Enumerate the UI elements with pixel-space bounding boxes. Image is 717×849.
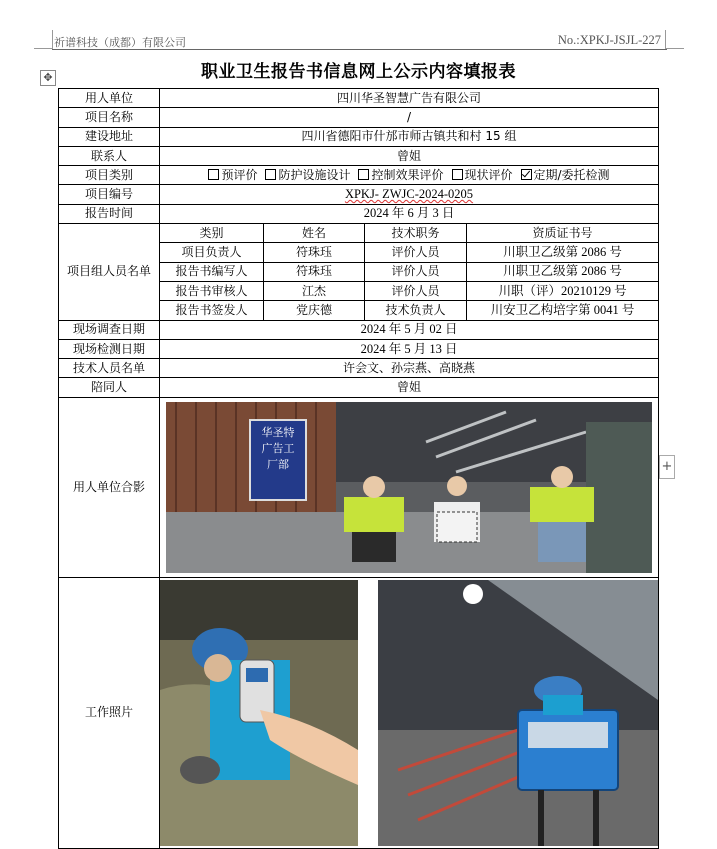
team-role: 报告书签发人 — [160, 301, 264, 320]
project-name-value: / — [160, 108, 659, 127]
contact-value: 曾姐 — [160, 146, 659, 165]
category-option[interactable]: 防护设施设计 — [265, 167, 350, 184]
team-title: 评价人员 — [365, 243, 467, 262]
checkbox-icon[interactable] — [208, 169, 219, 180]
project-no-label: 项目编号 — [59, 185, 160, 204]
tech-staff-value: 许会文、孙宗燕、高晓燕 — [160, 359, 659, 378]
work-photo-2 — [378, 580, 658, 846]
table-row — [59, 127, 659, 146]
group-photo-label: 用人单位合影 — [59, 397, 160, 577]
work-photo-cell — [160, 577, 659, 848]
report-time-value: 2024 年 6 月 3 日 — [160, 204, 659, 223]
team-name: 符珠珏 — [264, 243, 365, 262]
report-table — [58, 88, 659, 849]
team-title: 技术负责人 — [365, 301, 467, 320]
work-photo-label: 工作照片 — [59, 577, 160, 848]
table-row — [59, 166, 659, 185]
team-role: 报告书审核人 — [160, 281, 264, 300]
add-column-handle-icon[interactable]: + — [659, 455, 675, 479]
tech-staff-label: 技术人员名单 — [59, 359, 160, 378]
table-row — [59, 339, 659, 358]
survey-date-label: 现场调查日期 — [59, 320, 160, 339]
team-title: 评价人员 — [365, 262, 467, 281]
page-title: 职业卫生报告书信息网上公示内容填报表 — [201, 62, 516, 82]
category-option[interactable]: 现状评价 — [452, 167, 513, 184]
employer-value: 四川华圣智慧广告有限公司 — [160, 89, 659, 108]
address-value: 四川省德阳市什邡市师古镇共和村 15 组 — [160, 127, 659, 146]
team-name: 符珠珏 — [264, 262, 365, 281]
table-row — [59, 577, 659, 848]
team-cert: 川安卫乙构培字第 0041 号 — [467, 301, 659, 320]
checkbox-icon[interactable] — [452, 169, 463, 180]
table-row — [59, 108, 659, 127]
escort-label: 陪同人 — [59, 378, 160, 397]
survey-date-value: 2024 年 5 月 02 日 — [160, 320, 659, 339]
team-title: 评价人员 — [365, 281, 467, 300]
detect-date-value: 2024 年 5 月 13 日 — [160, 339, 659, 358]
table-row — [59, 320, 659, 339]
header-rule — [52, 49, 667, 50]
project-name-label: 项目名称 — [59, 108, 160, 127]
employer-label: 用人单位 — [59, 89, 160, 108]
checked-checkbox-icon[interactable] — [521, 169, 532, 180]
team-cert: 川职（评）20210129 号 — [467, 281, 659, 300]
header-company: 祈谱科技（成都）有限公司 — [54, 36, 186, 49]
report-time-label: 报告时间 — [59, 204, 160, 223]
table-move-handle-icon[interactable]: ✥ — [40, 70, 56, 86]
team-role: 报告书编写人 — [160, 262, 264, 281]
project-no-value: XPKJ- ZWJC-2024-0205 — [160, 185, 659, 204]
table-row — [59, 185, 659, 204]
team-name: 江杰 — [264, 281, 365, 300]
category-options — [160, 166, 659, 185]
header-doc-code: No.:XPKJ-JSJL-227 — [557, 33, 661, 47]
svg-text:广告工: 广告工 — [261, 441, 295, 455]
group-photo — [166, 402, 652, 573]
team-header-title: 技术职务 — [365, 224, 467, 243]
work-photo-row — [160, 580, 658, 846]
team-label: 项目组人员名单 — [59, 224, 160, 320]
team-cert: 川职卫乙级第 2086 号 — [467, 243, 659, 262]
factory-sign-text: 华圣特 — [261, 425, 295, 439]
table-row — [59, 89, 659, 108]
table-row — [59, 397, 659, 577]
team-header-name: 姓名 — [264, 224, 365, 243]
address-label: 建设地址 — [59, 127, 160, 146]
escort-value: 曾姐 — [160, 378, 659, 397]
category-label: 项目类别 — [59, 166, 160, 185]
table-row — [59, 224, 659, 243]
team-cert: 川职卫乙级第 2086 号 — [467, 262, 659, 281]
contact-label: 联系人 — [59, 146, 160, 165]
table-row — [59, 378, 659, 397]
work-photo-1 — [160, 580, 358, 846]
team-name: 党庆德 — [264, 301, 365, 320]
table-row — [59, 204, 659, 223]
svg-text:厂部: 厂部 — [267, 457, 289, 471]
team-role: 项目负责人 — [160, 243, 264, 262]
checkbox-icon[interactable] — [358, 169, 369, 180]
detect-date-label: 现场检测日期 — [59, 339, 160, 358]
team-header-cert: 资质证书号 — [467, 224, 659, 243]
group-photo-cell — [160, 397, 659, 577]
checkbox-icon[interactable] — [265, 169, 276, 180]
page-corner-mark-right — [665, 30, 684, 49]
category-option[interactable]: 控制效果评价 — [358, 167, 443, 184]
category-option[interactable]: 预评价 — [208, 167, 257, 184]
team-header-role: 类别 — [160, 224, 264, 243]
page-corner-mark-left — [34, 30, 53, 49]
category-option[interactable]: 定期/委托检测 — [521, 167, 610, 184]
table-row — [59, 146, 659, 165]
table-row — [59, 359, 659, 378]
